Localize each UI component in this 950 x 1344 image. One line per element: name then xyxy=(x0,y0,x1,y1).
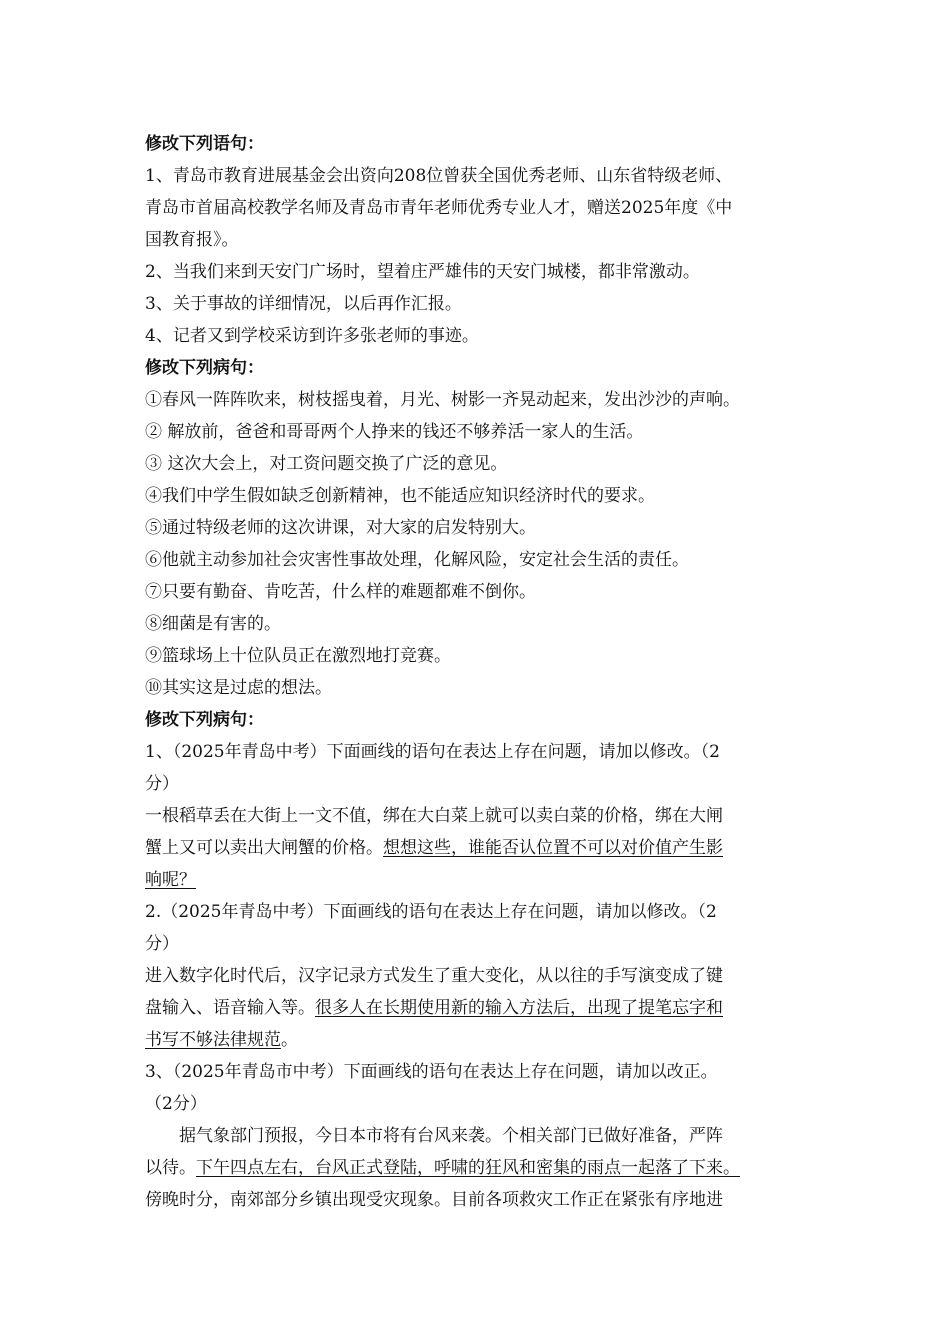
paragraph-line: 青岛市首届高校教学名师及青岛市青年老师优秀专业人才，赠送2025年度《中 xyxy=(145,198,733,218)
document-body xyxy=(145,128,825,1216)
list-item: ⑤通过特级老师的这次讲课，对大家的启发特别大。 xyxy=(145,518,536,538)
section-title-1: 修改下列语句： xyxy=(145,134,264,154)
list-item: ⑧细菌是有害的。 xyxy=(145,614,281,634)
paragraph-line: 4、记者又到学校采访到许多张老师的事迹。 xyxy=(145,326,479,346)
plain-text: 蟹上又可以卖出大闸蟹的价格。 xyxy=(145,838,383,858)
plain-text: 。 xyxy=(281,1030,298,1050)
question-2-text xyxy=(145,1024,825,1056)
paragraph-line: 2、当我们来到天安门广场时，望着庄严雄伟的天安门城楼，都非常激动。 xyxy=(145,262,700,282)
list-item: ④我们中学生假如缺乏创新精神，也不能适应知识经济时代的要求。 xyxy=(145,486,655,506)
paragraph-line: 1、青岛市教育进展基金会出资向208位曾获全国优秀老师、山东省特级老师、 xyxy=(145,166,733,186)
question-3-text xyxy=(145,1152,825,1184)
plain-text: 盘输入、语音输入等。 xyxy=(145,998,315,1018)
question-2-prompt: 2.（2025年青岛中考）下面画线的语句在表达上存在问题，请加以修改。（2 xyxy=(145,902,717,922)
question-1-text xyxy=(145,832,825,864)
section-title-2: 修改下列病句： xyxy=(145,358,264,378)
list-item: ② 解放前，爸爸和哥哥两个人挣来的钱还不够养活一家人的生活。 xyxy=(145,422,644,442)
question-2-score: 分） xyxy=(145,934,179,954)
question-1-text xyxy=(145,864,825,896)
list-item: ①春风一阵阵吹来，树枝摇曳着，月光、树影一齐晃动起来，发出沙沙的声响。 xyxy=(145,390,740,410)
list-item: ⑥他就主动参加社会灾害性事故处理，化解风险，安定社会生活的责任。 xyxy=(145,550,689,570)
underlined-sentence: 很多人在长期使用新的输入方法后，出现了提笔忘字和 xyxy=(315,998,723,1018)
paragraph-line: 国教育报》。 xyxy=(145,230,239,250)
question-1-score: 分） xyxy=(145,774,179,794)
list-item: ⑩其实这是过虑的想法。 xyxy=(145,678,332,698)
question-1-prompt: 1、（2025年青岛中考）下面画线的语句在表达上存在问题，请加以修改。（2 xyxy=(145,742,720,762)
underlined-sentence: 想想这些，谁能否认位置不可以对价值产生影 xyxy=(383,838,723,858)
question-2-text: 进入数字化时代后，汉字记录方式发生了重大变化，从以往的手写演变成了键 xyxy=(145,966,723,986)
list-item: ③ 这次大会上，对工资问题交换了广泛的意见。 xyxy=(145,454,508,474)
plain-text: 以待。 xyxy=(145,1158,196,1178)
paragraph-line: 3、关于事故的详细情况，以后再作汇报。 xyxy=(145,294,462,314)
underlined-sentence: 书写不够法律规范 xyxy=(145,1030,281,1050)
question-3-text: 傍晚时分，南郊部分乡镇出现受灾现象。目前各项救灾工作正在紧张有序地进 xyxy=(145,1190,723,1210)
underlined-sentence: 响呢？ xyxy=(145,870,196,890)
section-title-3: 修改下列病句： xyxy=(145,710,264,730)
question-1-text: 一根稻草丢在大街上一文不值，绑在大白菜上就可以卖白菜的价格，绑在大闸 xyxy=(145,806,723,826)
question-3-prompt: 3、（2025年青岛市中考）下面画线的语句在表达上存在问题，请加以改正。 xyxy=(145,1062,718,1082)
question-3-score: （2分） xyxy=(145,1094,207,1114)
question-2-text xyxy=(145,992,825,1024)
question-3-text: 据气象部门预报，今日本市将有台风来袭。个相关部门已做好准备，严阵 xyxy=(179,1126,723,1146)
underlined-sentence: 下午四点左右，台风正式登陆，呼啸的狂风和密集的雨点一起落了下来。 xyxy=(196,1158,740,1178)
list-item: ⑨篮球场上十位队员正在激烈地打竞赛。 xyxy=(145,646,451,666)
list-item: ⑦只要有勤奋、肯吃苦，什么样的难题都难不倒你。 xyxy=(145,582,536,602)
